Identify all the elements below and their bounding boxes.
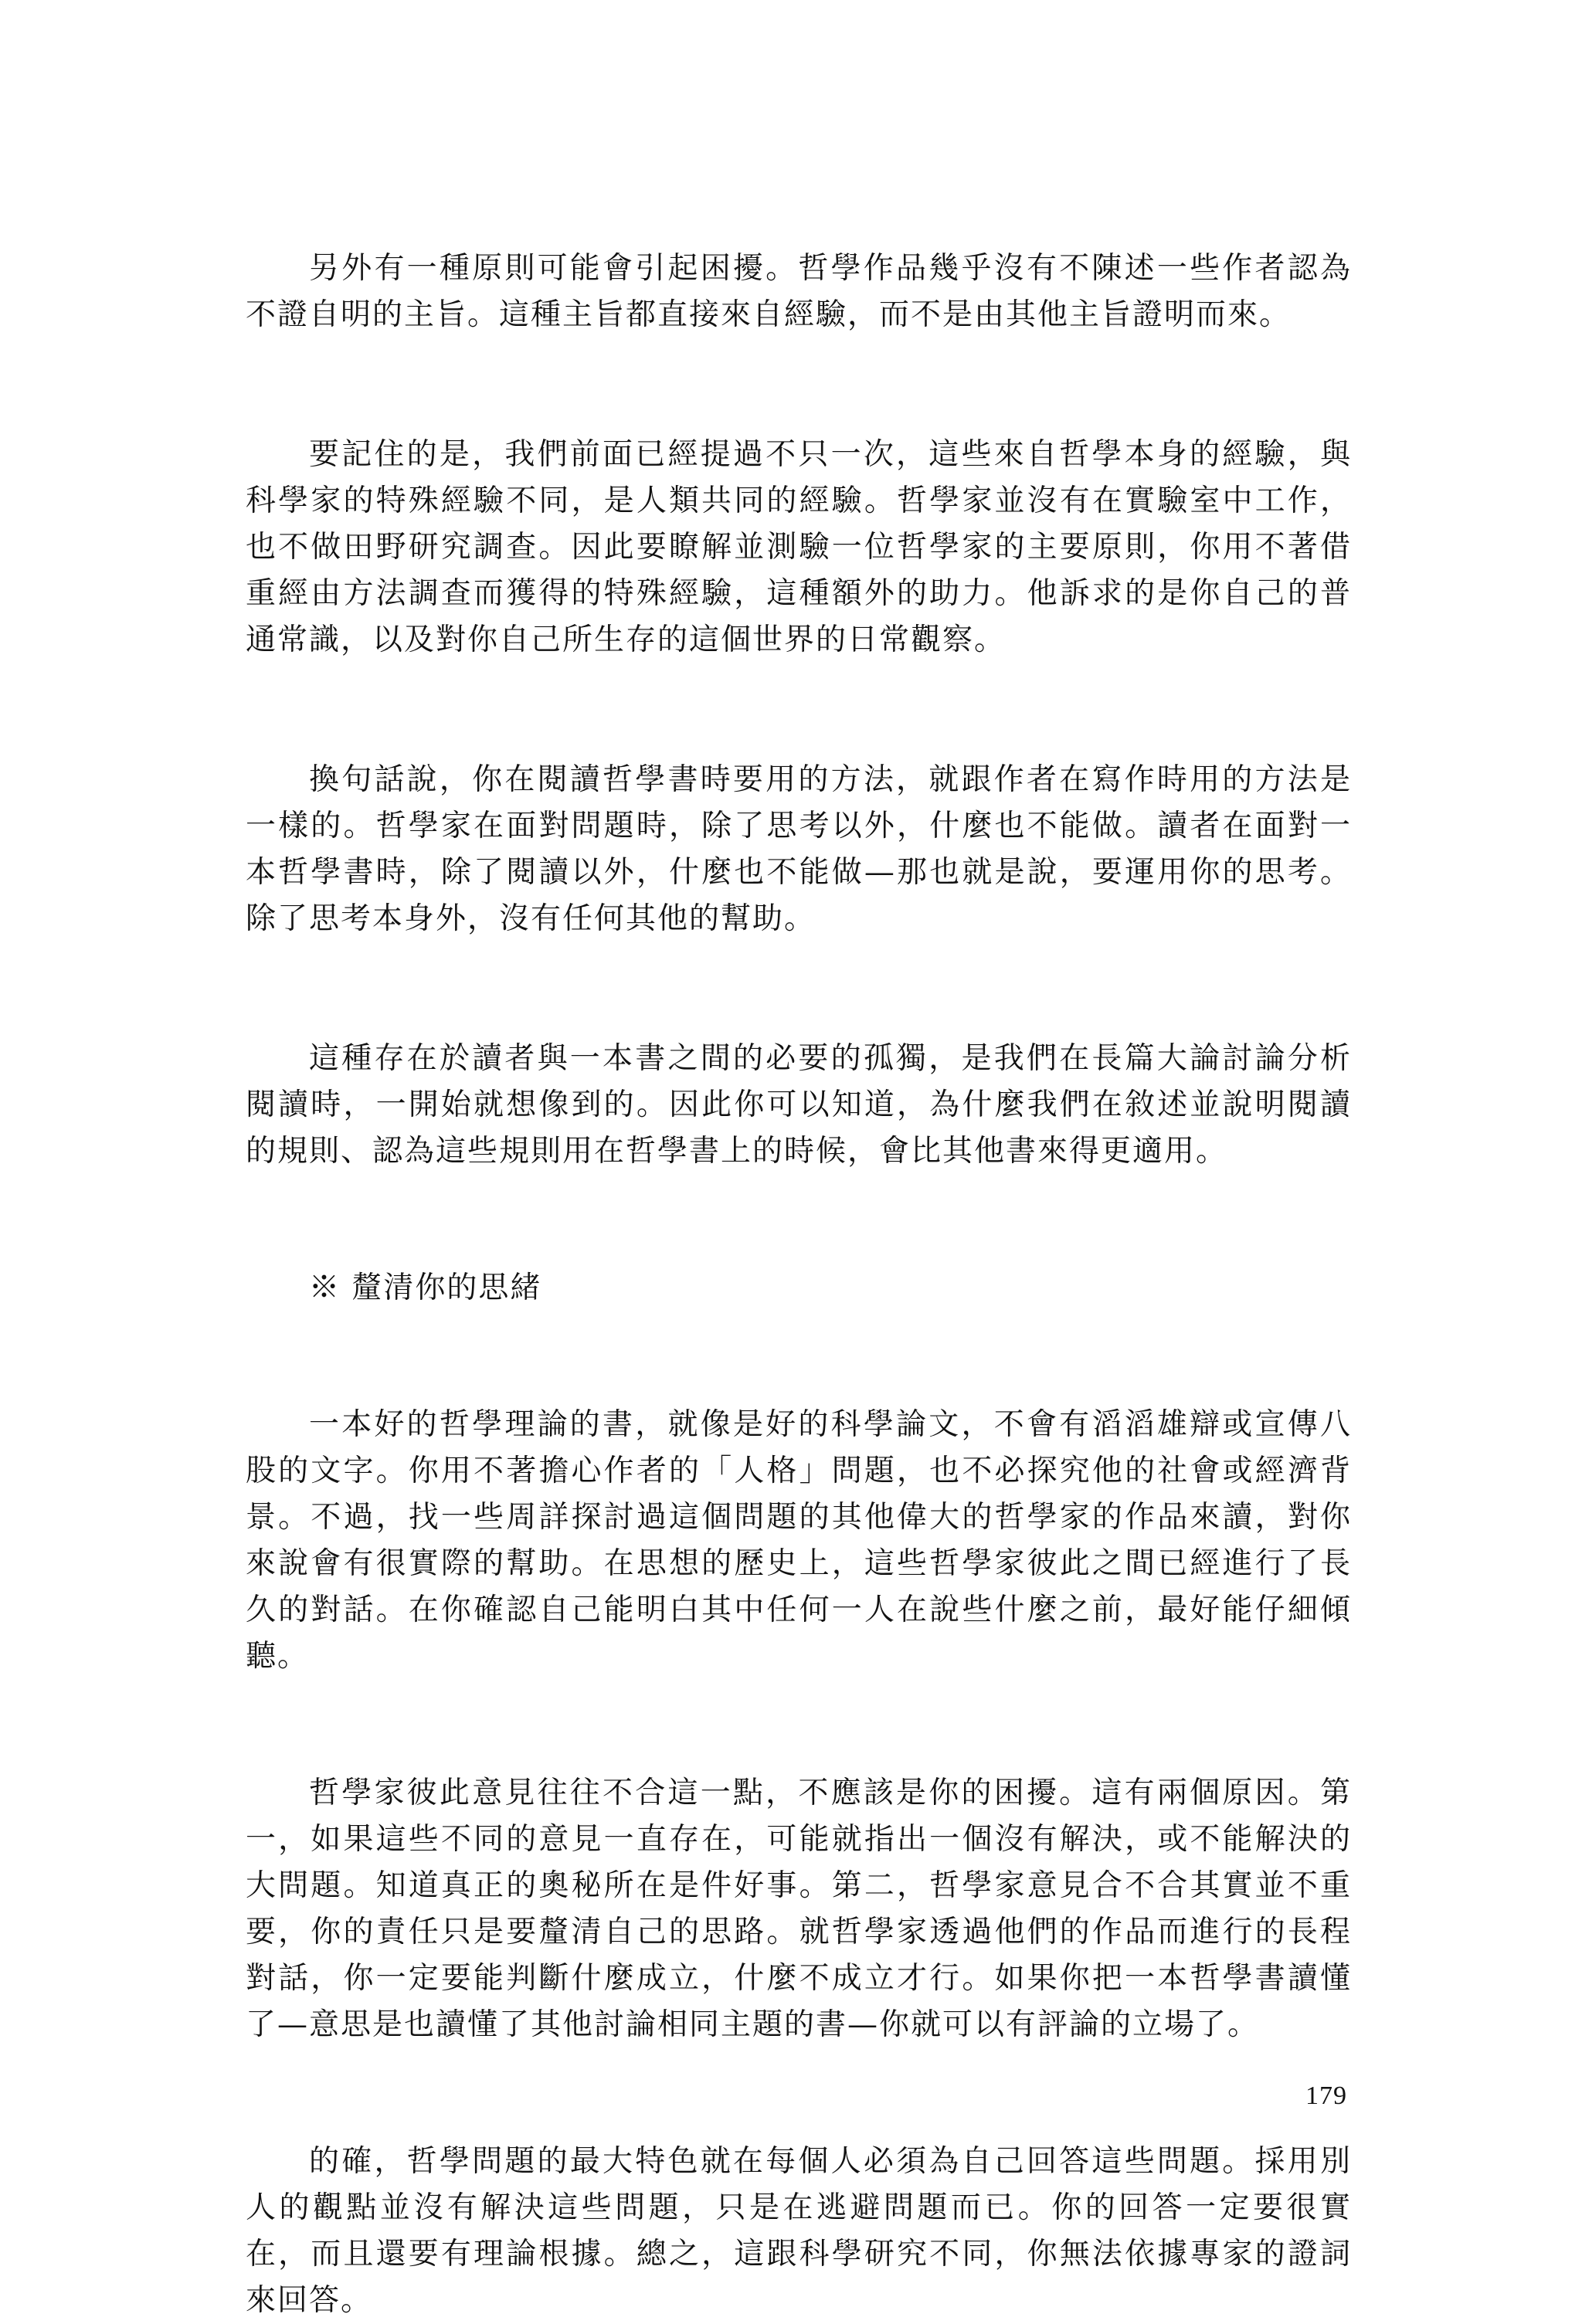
paragraph: 哲學家彼此意見往往不合這一點，不應該是你的困擾。這有兩個原因。第一，如果這些不同的意見一直存在，可能就指出一個沒有解決，或不能解決的大問題。知道真正的奧秘所在是件好事。第二，哲學家意見合不合其實並不重要，你的責任只是要釐清自己的思路。就哲學家透過他們的作品而進行的長程對話，你一定要能判斷什麼成立，什麼不成立才行。如果你把一本哲學書讀懂了—意思是也讀懂了其他討論相同主題的書—你就可以有評論的立場了。 (246, 1776, 1352, 2042)
page-body (246, 246, 1352, 2324)
paragraph-gap (246, 338, 1352, 432)
paragraph: 另外有一種原則可能會引起困擾。哲學作品幾乎沒有不陳述一些作者認為不證自明的主旨。這種主旨都直接來自經驗，而不是由其他主旨證明而來。 (246, 251, 1352, 332)
section-heading: ※ 釐清你的思緒 (309, 1271, 542, 1305)
paragraph: 一本好的哲學理論的書，就像是好的科學論文，不會有滔滔雄辯或宣傳八股的文字。你用不著擔心作者的「人格」問題，也不必探究他的社會或經濟背景。不過，找一些周詳探討過這個問題的其他偉大的哲學家的作品來讀，對你來說會有很實際的幫助。在思想的歷史上，這些哲學家彼此之間已經進行了長久的對話。在你確認自己能明白其中任何一人在說些什麼之前，最好能仔細傾聽。 (246, 1407, 1352, 1674)
paragraph: 要記住的是，我們前面已經提過不只一次，這些來自哲學本身的經驗，與科學家的特殊經驗不同，是人類共同的經驗。哲學家並沒有在實驗室中工作，也不做田野研究調查。因此要瞭解並測驗一位哲學家的主要原則，你用不著借重經由方法調查而獲得的特殊經驗，這種額外的助力。他訴求的是你自己的普通常識，以及對你自己所生存的這個世界的日常觀察。 (246, 437, 1352, 657)
paragraph: 這種存在於讀者與一本書之間的必要的孤獨，是我們在長篇大論討論分析閱讀時，一開始就想像到的。因此你可以知道，為什麼我們在敘述並說明閱讀的規則、認為這些規則用在哲學書上的時候，會比其他書來得更適用。 (246, 1041, 1352, 1169)
paragraph-gap (246, 2048, 1352, 2139)
paragraph-gap (246, 663, 1352, 757)
paragraph: 換句話說，你在閱讀哲學書時要用的方法，就跟作者在寫作時用的方法是一樣的。哲學家在面對問題時，除了思考以外，什麼也不能做。讀者在面對一本哲學書時，除了閱讀以外，什麼也不能做—那也就是說，要運用你的思考。除了思考本身外，沒有任何其他的幫助。 (246, 762, 1352, 936)
paragraph-gap (246, 1175, 1352, 1265)
paragraph-gap (246, 1680, 1352, 1770)
paragraph-gap (246, 1311, 1352, 1402)
paragraph: 的確，哲學問題的最大特色就在每個人必須為自己回答這些問題。採用別人的觀點並沒有解決這些問題，只是在逃避問題而已。你的回答一定要很實在，而且還要有理論根據。總之，這跟科學研究不同，你無法依據專家的證詞來回答。 (246, 2144, 1352, 2318)
page-number: 179 (1305, 2081, 1347, 2110)
paragraph-gap (246, 942, 1352, 1036)
